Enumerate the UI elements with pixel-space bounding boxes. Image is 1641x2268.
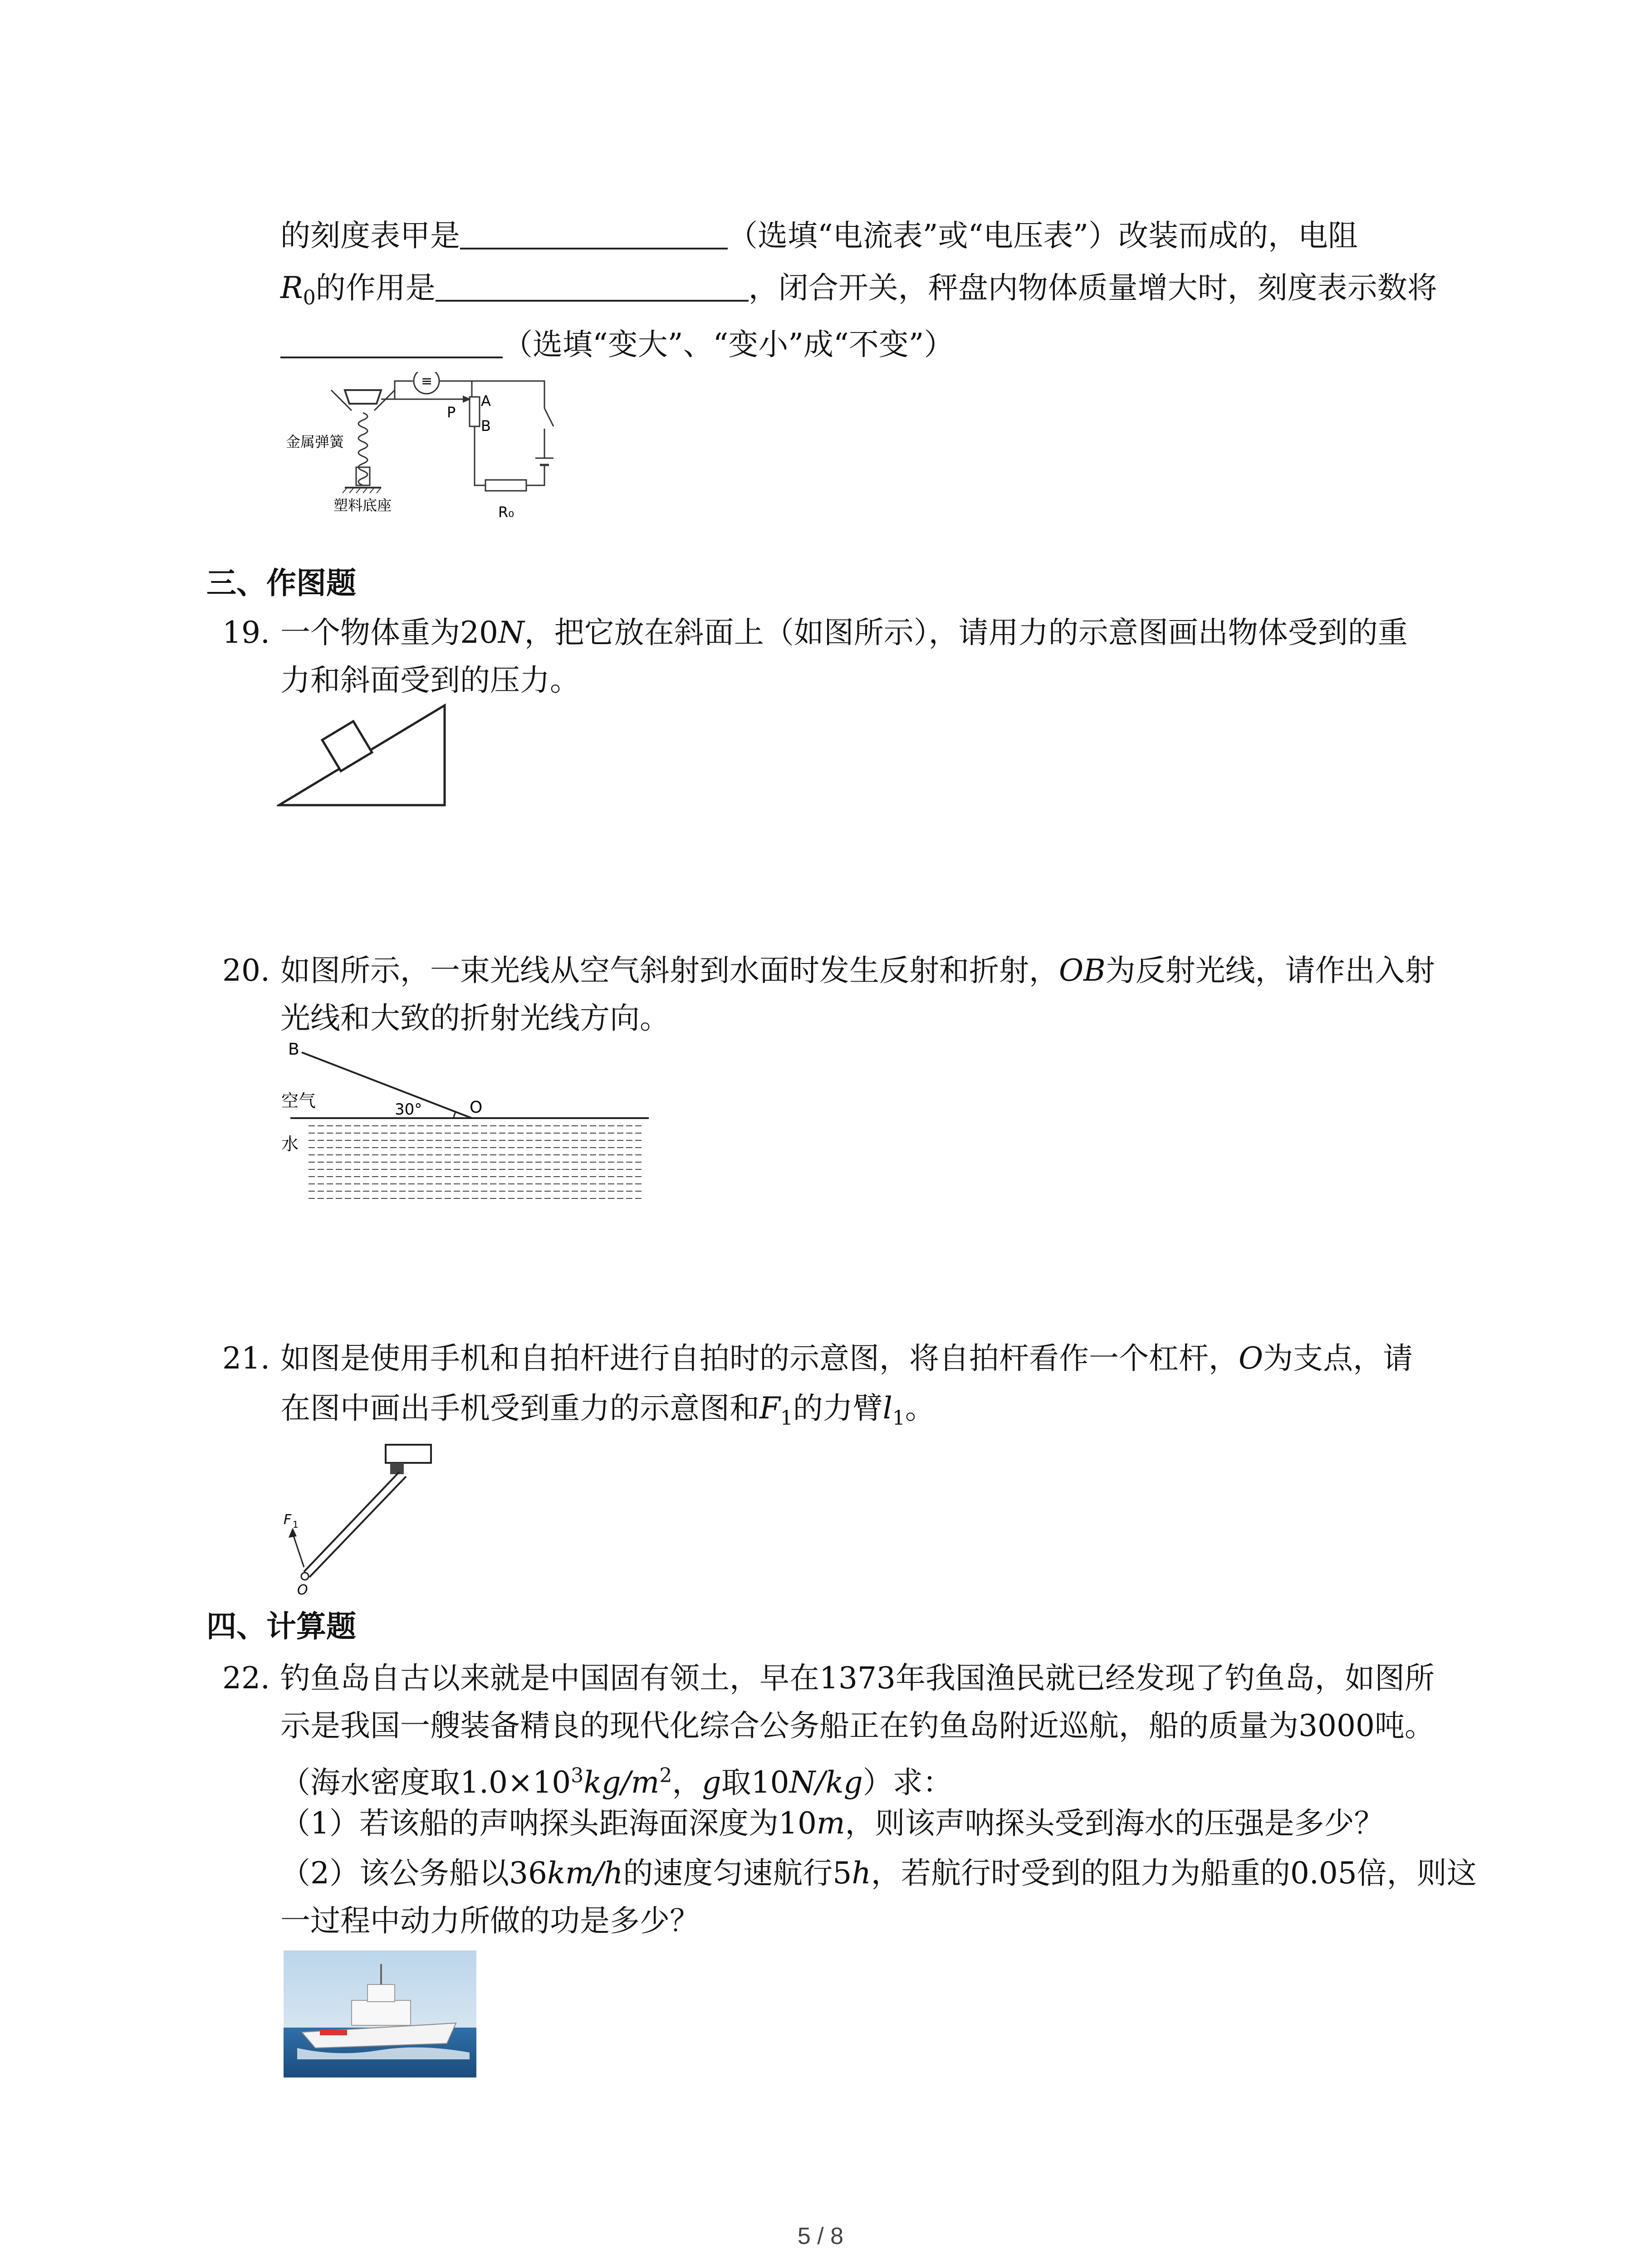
section-title: 三、作图题 [206, 565, 356, 601]
answer-blank[interactable] [280, 329, 503, 358]
q18-circuit-figure [272, 372, 599, 544]
point-o-label: O [470, 1098, 483, 1117]
air-label: 空气 [281, 1091, 316, 1111]
spring-label: 金属弹簧 [286, 433, 344, 450]
water-label: 水 [281, 1134, 299, 1154]
answer-blank[interactable] [436, 273, 749, 302]
section-title: 四、计算题 [206, 1608, 356, 1644]
q18-line2: $R_0$的作用是 ，闭合开关，秤盘内物体质量增大时，刻度表示数将 [280, 270, 1437, 310]
terminal-a-label: A [481, 392, 491, 410]
q22-part2: （2）该公务船以36km/h的速度匀速航行5h，若航行时受到的阻力为船重的0.05倍，则这 [280, 1856, 1477, 1891]
q18-line3: （选填“变大”、“变小”成“不变”） [280, 322, 954, 367]
answer-blank[interactable] [460, 220, 728, 249]
terminal-b-label: B [481, 417, 491, 435]
svg-text:≡: ≡ [421, 373, 433, 389]
q20-reflection-figure [272, 1039, 653, 1207]
slider-p-label: P [447, 404, 456, 421]
pivot-o-label: O [297, 1582, 308, 1598]
q22-part1: （1）若该船的声呐探头距海面深度为10m，则该声呐探头受到海水的压强是多少？ [280, 1806, 1384, 1841]
point-b-label: B [288, 1040, 299, 1059]
q18-line1: 的刻度表甲是 （选填“电流表”或“电压表”）改装而成的，电阻 [280, 218, 1358, 253]
q21-line1: 21. 如图是使用手机和自拍杆进行自拍时的示意图，将自拍杆看作一个杠杆，O为支点，请 [222, 1341, 1413, 1376]
ship-photo [284, 1950, 476, 2077]
q22-part2-cont: 一过程中动力所做的功是多少？ [280, 1903, 700, 1938]
q22-line1: 22. 钓鱼岛自古以来就是中国固有领土，早在1373年我国渔民就已经发现了钓鱼岛，如图所 [222, 1661, 1435, 1696]
q19-incline-figure [277, 703, 454, 812]
svg-text:1: 1 [293, 1519, 299, 1530]
q22-line3: （海水密度取$1.0\times 10^3kg/m^2$，g取10N/kg）求： [280, 1764, 953, 1800]
q21-line2: 在图中画出手机受到重力的示意图和$F_1$的力臂$l_1$。 [280, 1391, 935, 1430]
angle-label: 30° [395, 1100, 422, 1119]
q20-line1: 20. 如图所示，一束光线从空气斜射到水面时发生反射和折射，OB为反射光线，请作出入射 [222, 953, 1435, 988]
q22-line2: 示是我国一艘装备精良的现代化综合公务船正在钓鱼岛附近巡航，船的质量为3000吨。 [280, 1708, 1435, 1743]
q21-selfie-stick-figure [277, 1436, 449, 1599]
q19-line2: 力和斜面受到的压力。 [280, 663, 580, 698]
q20-line2: 光线和大致的折射光线方向。 [280, 1001, 670, 1036]
q19-line1: 19. 一个物体重为20N，把它放在斜面上（如图所示），请用力的示意图画出物体受到的重 [222, 615, 1408, 650]
page-number: 5 / 8 [797, 2223, 844, 2249]
base-label: 塑料底座 [333, 497, 392, 514]
resistor-r0-label: R₀ [498, 503, 514, 521]
force-f1-label: F [284, 1512, 292, 1528]
